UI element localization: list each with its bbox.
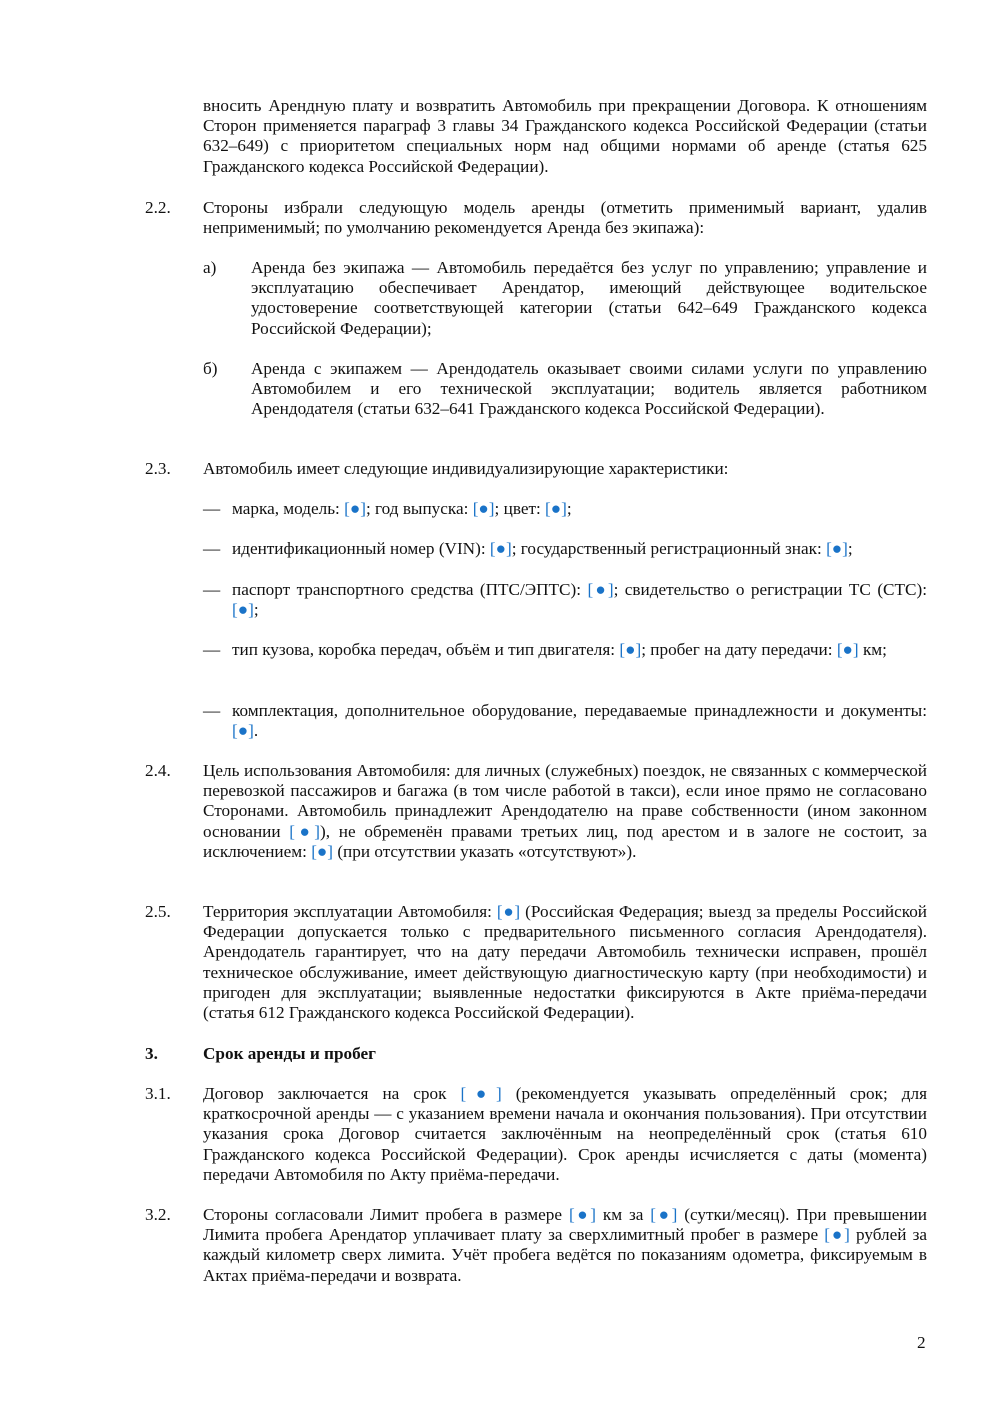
placeholder: [●] [232,721,254,741]
bullet-equipment: комплектация, дополнительное оборудование, передаваемые принадлежности и документы: [●]. [232,701,927,741]
clause-2-2-text: Стороны избрали следующую модель аренды (отметить применимый вариант, удалив неприменимый; по умолчанию рекомендуется Аренда без экипажа): [203,198,927,238]
placeholder: [●] [824,1225,850,1245]
bullet-dash: — [203,701,221,720]
intro-paragraph: вносить Арендную плату и возвратить Автомобиль при прекращении Договора. К отношениям Сторон применяется параграф 3 главы 34 Гражданского кодекса Российской Федерации (статьи 632–649) с приоритетом специальных норм над общими нормами об аренде (статья 625 Гражданского кодекса Российской Федерации). [203,96,927,176]
clause-number: 2.5. [145,902,171,921]
placeholder: [●] [344,499,366,518]
clause-number: 3.1. [145,1084,171,1103]
page-number: 2 [917,1333,926,1352]
placeholder: [●] [587,580,614,599]
placeholder: [●] [232,600,254,620]
clause-2-5-text: Территория эксплуатации Автомобиля: [●] (Российская Федерация; выезд за пределы Российской Федерации допускается только с предварительного письменного согласия Арендодателя). Арендодатель гарантирует, что на дату передачи Автомобиль технически исправен, прошёл техническое обслуживание, имеет действующую диагностическую карту (при необходимости) и пригоден для эксплуатации; выявленные недостатки фиксируются в Акте приёма-передачи (статья 612 Гражданского кодекса Российской Федерации). [203,902,927,1023]
section-title: Срок аренды и пробег [203,1044,376,1063]
bullet-dash: — [203,580,221,599]
bullet-vin: идентификационный номер (VIN): [●]; государственный регистрационный знак: [●]; [232,539,853,558]
placeholder: [●] [568,1205,596,1224]
placeholder: [●] [836,640,859,659]
bullet-dash: — [203,499,221,518]
clause-3-2-text: Стороны согласовали Лимит пробега в размере [●] км за [●] (сутки/месяц). При превышении Лимита пробега Арендатор уплачивает плату за сверхлимитный пробег в размере [●] рублей за каждый километр сверх лимита. Учёт пробега ведётся по показаниям одометра, фиксируемым в Актах приёма-передачи и возврата. [203,1205,927,1285]
bullet-body-type: тип кузова, коробка передач, объём и тип двигателя: [●]; пробег на дату передачи: [●] км; [232,640,887,659]
clause-2-4-text: Цель использования Автомобиля: для личных (служебных) поездок, не связанных с коммерческой перевозкой пассажиров и багажа (в том числе работой в такси), если иное прямо не согласовано Сторонами. Автомобиль принадлежит Арендодателю на праве собственности (ином законном основании [●]), не обременён правами третьих лиц, под арестом и в залоге не состоит, за исключением: [●] (при отсутствии указать «отсутствуют»). [203,761,927,861]
placeholder: [●] [289,821,321,841]
placeholder: [●] [311,841,334,861]
clause-2-3-text: Автомобиль имеет следующие индивидуализирующие характеристики: [203,459,729,478]
clause-number: 2.3. [145,459,171,478]
option-b-label: б) [203,359,218,378]
clause-3-1-text: Договор заключается на срок [●] (рекомендуется указывать определённый срок; для краткосрочной аренды — с указанием времени начала и окончания пользования). При отсутствии указания срока Договор считается заключённым на неопределённый срок (статья 610 Гражданского кодекса Российской Федерации). Срок аренды исчисляется с даты (момента) передачи Автомобиля по Акту приёма-передачи. [203,1084,927,1184]
option-b-text: Аренда с экипажем — Арендодатель оказывает своими силами услуги по управлению Автомобилем и его технической эксплуатации; водитель является работником Арендодателя (статьи 632–641 Гражданского кодекса Российской Федерации). [251,359,927,419]
placeholder: [●] [472,499,495,518]
section-number: 3. [145,1044,158,1063]
placeholder: [●] [545,499,567,518]
placeholder: [●] [460,1084,502,1103]
bullet-dash: — [203,640,221,659]
clause-number: 2.4. [145,761,171,780]
option-a-label: а) [203,258,217,277]
bullet-make-model: марка, модель: [●]; год выпуска: [●]; цвет: [●]; [232,499,572,518]
placeholder: [●] [619,640,642,659]
bullet-pts: паспорт транспортного средства (ПТС/ЭПТС): [●]; свидетельство о регистрации ТС (СТС): [●]; [232,580,927,620]
placeholder: [●] [826,539,848,558]
placeholder: [●] [489,539,512,558]
clause-number: 3.2. [145,1205,171,1224]
clause-number: 2.2. [145,198,171,217]
placeholder: [●] [496,902,521,921]
bullet-dash: — [203,539,221,558]
placeholder: [●] [650,1205,678,1224]
option-a-text: Аренда без экипажа — Автомобиль передаётся без услуг по управлению; управление и эксплуатацию обеспечивает Арендатор, имеющий действующее водительское удостоверение соответствующей категории (статьи 642–649 Гражданского кодекса Российской Федерации); [251,258,927,338]
